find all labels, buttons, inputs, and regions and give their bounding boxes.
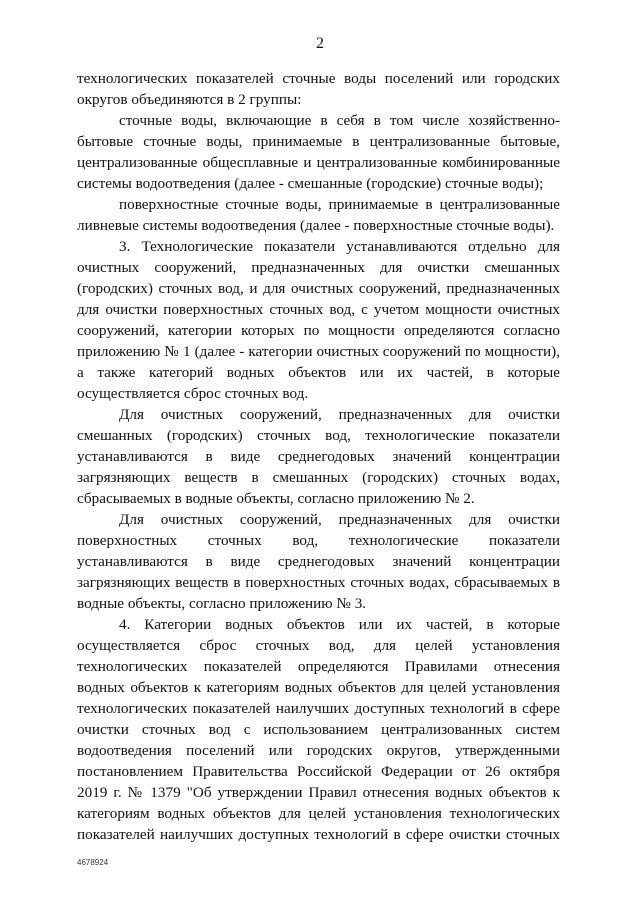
paragraph-surface-wastewater: поверхностные сточные воды, принимаемые в централизованные ливневые системы водоотведения (далее - поверхностные сточные воды). (77, 196, 560, 234)
document-id: 4678924 (77, 858, 109, 867)
paragraph-mixed-wastewater: сточные воды, включающие в себя в том числе хозяйственно-бытовые сточные воды, принимаемые в централизованные бытовые, централизованные общесплавные и централизованные комбинированные системы водоотведения (далее - смешанные (городские) сточные воды); (77, 112, 560, 192)
paragraph-mixed-treatment-facilities: Для очистных сооружений, предназначенных для очистки смешанных (городских) сточных вод, технологические показатели устанавливаются в виде среднегодовых значений концентрации загрязняющих веществ в смешанных (городских) сточных водах, сбрасываемых в водные объекты, согласно приложению № 2. (77, 406, 560, 507)
paragraph-clause-3: 3. Технологические показатели устанавливаются отдельно для очистных сооружений, предназначенных для очистки смешанных (городских) сточных вод, и для очистных сооружений, предназначенных для очистки поверхностных сточных вод, с учетом мощности очистных сооружений, категории которых по мощности определяются согласно приложению № 1 (далее - категории очистных сооружений по мощности), а также категорий водных объектов или их частей, в которые осуществляется сброс сточных вод. (77, 238, 560, 402)
document-body (77, 68, 560, 845)
page-number: 2 (316, 35, 324, 52)
paragraph-continuation: технологических показателей сточные воды поселений или городских округов объединяются в 2 группы: (77, 70, 560, 108)
paragraph-clause-4: 4. Категории водных объектов или их частей, в которые осуществляется сброс сточных вод, для целей установления технологических показателей определяются Правилами отнесения водных объектов к категориям водных объектов для целей установления технологических показателей наилучших доступных технологий в сфере очистки сточных вод с использованием централизованных систем водоотведения поселений или городских округов, утвержденными постановлением Правительства Российской Федерации от 26 октября 2019 г. № 1379 "Об утверждении Правил отнесения водных объектов к категориям водных объектов для целей установления технологических показателей наилучших доступных технологий в сфере очистки сточных (77, 616, 560, 843)
paragraph-surface-treatment-facilities: Для очистных сооружений, предназначенных для очистки поверхностных сточных вод, технологические показатели устанавливаются в виде среднегодовых значений концентрации загрязняющих веществ в поверхностных сточных водах, сбрасываемых в водные объекты, согласно приложению № 3. (77, 511, 560, 612)
